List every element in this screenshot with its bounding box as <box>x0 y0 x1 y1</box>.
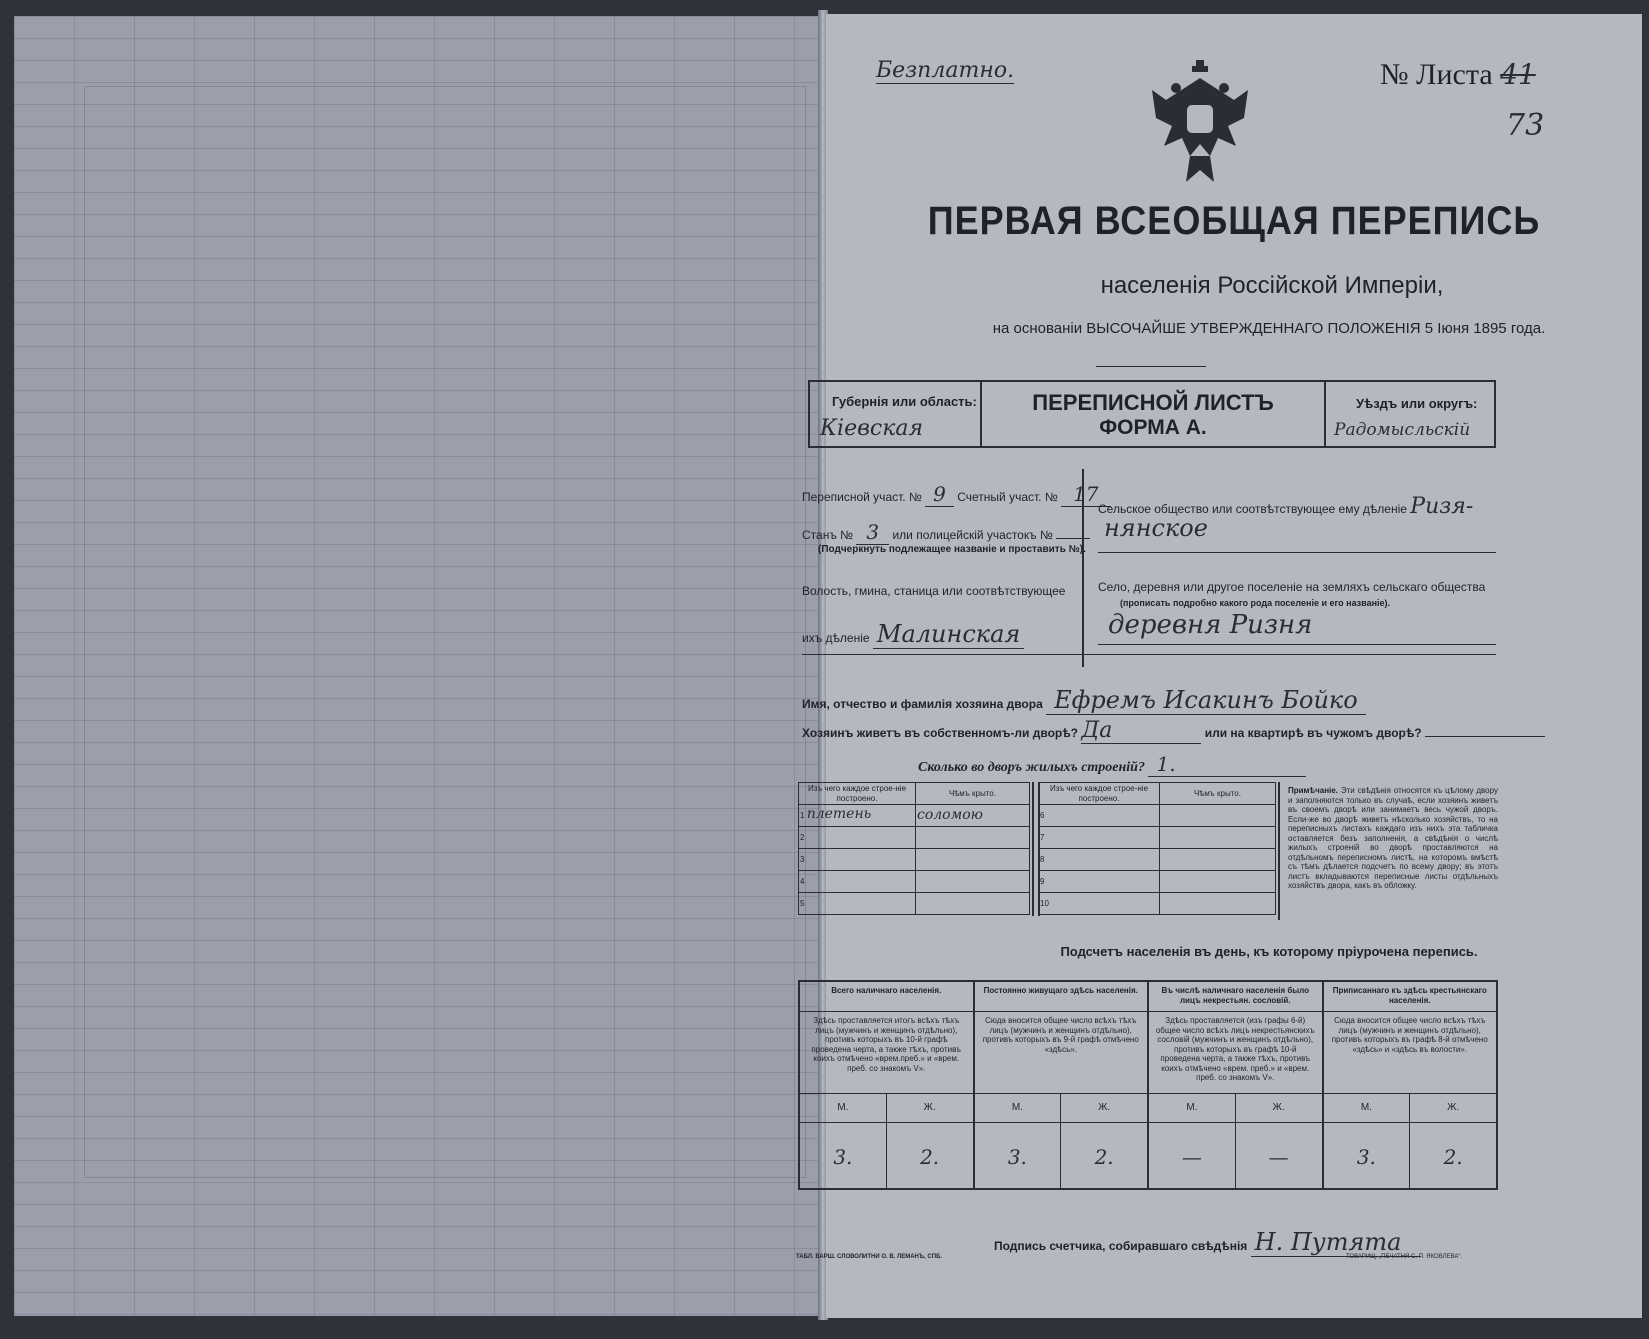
building-row <box>1039 871 1276 893</box>
count-column-desc: Сюда вносится общее число всѣхъ тѣхъ лицъ (мужчинъ и женщинъ отдѣльно), противъ которыхъ въ графѣ 8-й отмѣчено «здѣсь» и «здѣсь въ волости». <box>1324 1012 1497 1094</box>
building-material-cell <box>799 871 916 893</box>
building-row <box>799 849 1030 871</box>
census-title: ПЕРВАЯ ВСЕОБЩАЯ ПЕРЕПИСЬ <box>927 197 1541 243</box>
village-note: (прописать подробно какого рода поселеніе и его названіе). <box>1120 598 1391 608</box>
building-material-cell <box>799 849 916 871</box>
sheet-number-value: 41 <box>1500 58 1536 91</box>
building-roof <box>1160 893 1276 915</box>
uezd-label: Уѣздъ или округъ: <box>1356 396 1478 411</box>
owner-rent-line <box>1425 736 1545 737</box>
building-roof <box>1160 849 1276 871</box>
count-mf-values <box>1149 1123 1322 1188</box>
count-column-desc: Здѣсь проставляется итогъ всѣхъ тѣхъ лицъ (мужчинъ и женщинъ отдѣльно), противъ которыхъ въ 10-й графѣ проведена черта, а также тѣхъ, противъ коихъ отмѣчено «врем.преб.» и «врем. преб. со знакомъ V». <box>800 1012 973 1094</box>
buildings-label: Сколько во дворъ жилыхъ строеній? <box>918 760 1145 775</box>
building-row <box>1039 893 1276 915</box>
society-line <box>1098 514 1496 553</box>
building-roof <box>916 893 1030 915</box>
building-roof <box>1160 827 1276 849</box>
buildings-table-head-right <box>1039 783 1276 805</box>
note-border <box>1278 782 1286 920</box>
count-zh-value: 2. <box>1443 1145 1463 1169</box>
building-number: 3 <box>800 855 805 865</box>
count-column-desc: Сюда вносится общее число всѣхъ тѣхъ лицъ (мужчинъ и женщинъ отдѣльно), противъ которыхъ въ 9-й графѣ отмѣчено «здѣсь». <box>975 1012 1148 1094</box>
count-mf-head <box>975 1094 1148 1123</box>
count-table <box>798 980 1498 1190</box>
count-column-title: Всего наличнаго населенія. <box>800 982 973 1012</box>
count-zh-label: Ж. <box>923 1102 936 1113</box>
count-zh-label: Ж. <box>1098 1102 1111 1113</box>
note-title: Примѣчаніе. <box>1288 786 1338 795</box>
building-row <box>799 893 1030 915</box>
schetny-value: 17 <box>1061 482 1110 507</box>
buildings-table-head <box>799 783 1030 805</box>
uchastok-label: Переписной участ. № <box>802 490 922 504</box>
sheet-number-label: № Листа <box>1380 58 1493 91</box>
owner-rent-label: или на квартирѣ въ чужомъ дворѣ? <box>1204 726 1422 740</box>
volost-row <box>802 620 1024 648</box>
building-roof <box>1160 871 1276 893</box>
count-column-title: Въ числѣ наличнаго населенія было лицъ некрестьян. сословій. <box>1149 982 1322 1012</box>
census-form-page <box>796 14 1642 1318</box>
count-mf-head <box>800 1094 973 1123</box>
building-row <box>799 805 1030 827</box>
gubernia-box <box>808 380 990 448</box>
schetny-label: Счетный участ. № <box>957 490 1058 504</box>
stan-row <box>802 520 1090 544</box>
building-roof <box>1160 805 1276 827</box>
col-roof: Чѣмъ крыто. <box>916 783 1030 805</box>
building-number: 10 <box>1039 893 1160 915</box>
count-column <box>973 982 1148 1188</box>
gubernia-label: Губернія или область: <box>832 394 977 409</box>
building-number: 1 <box>800 811 805 821</box>
count-m-label: М. <box>975 1094 1062 1122</box>
building-material-cell <box>799 827 916 849</box>
building-number: 9 <box>1039 871 1160 893</box>
count-zh-value: 2. <box>1094 1145 1114 1169</box>
count-column <box>1147 982 1322 1188</box>
signature-value: Н. Путята <box>1251 1228 1422 1257</box>
building-row <box>1039 805 1276 827</box>
building-number: 6 <box>1039 805 1160 827</box>
footer-left: ТАБЛ. ВАРШ. СЛОВОЛИТНИ О. В. ЛЕМАНЪ, СПБ. <box>796 1254 943 1260</box>
count-mf-values <box>800 1123 973 1188</box>
building-roof <box>916 849 1030 871</box>
building-number: 4 <box>800 877 805 887</box>
owner-own-label: Хозяинъ живетъ въ собственномъ-ли дворѣ? <box>802 726 1079 740</box>
buildings-table-left <box>798 782 1030 915</box>
building-roof <box>916 827 1030 849</box>
volost-value: Малинская <box>873 620 1024 649</box>
count-m-value: 3. <box>975 1123 1062 1188</box>
buildings-row <box>918 752 1306 777</box>
count-mf-values <box>1324 1123 1497 1188</box>
count-m-label: М. <box>1149 1094 1236 1122</box>
building-number: 7 <box>1039 827 1160 849</box>
count-column <box>800 982 973 1188</box>
count-column-desc: Здѣсь проставляется (изъ графы 6-й) общее число всѣхъ лицъ некрестьянскихъ сословій (мужчинъ и женщинъ отдѣльно), противъ которыхъ въ графѣ 10-й проведена черта, а также тѣхъ, противъ коихъ отмѣчено «врем. преб.» и «врем. преб. со знакомъ V». <box>1149 1012 1322 1094</box>
footer-right: ТОВАРИЩ. „ПЕЧАТНЯ С. П. ЯКОВЛЕВА“. <box>1346 1254 1463 1260</box>
building-row <box>1039 849 1276 871</box>
building-row <box>799 827 1030 849</box>
col-material-right: Изъ чего каждое строе-ніе построено. <box>1039 783 1160 805</box>
note <box>1288 786 1498 891</box>
owner-own-row <box>802 718 1545 744</box>
count-m-value: 3. <box>800 1123 887 1188</box>
count-column <box>1322 982 1497 1188</box>
imperial-eagle-emblem <box>1146 60 1254 190</box>
free-label: Безплатно. <box>876 58 1015 83</box>
building-row <box>799 871 1030 893</box>
buildings-value: 1. <box>1148 752 1306 777</box>
police-note: (Подчеркнуть подлежащее названіе и проставить №). <box>818 544 1086 555</box>
note-text: Эти свѣдѣнія относятся къ цѣлому двору и заполняются только въ случаѣ, если хозяинъ живетъ въ своемъ дворѣ или занимаетъ весь чужой дворъ. Если-же во дворѣ живетъ нѣсколько хозяйствъ, то на переписныхъ листахъ каждаго изъ нихъ эта табличка оставляется безъ заполненія, а свѣдѣнія о числѣ жилыхъ строеній во дворѣ проставляются на отдѣльномъ переписномъ листѣ, на которомъ вмѣстѣ съ тѣмъ дѣлается подсчетъ по всему двору; въ этотъ листъ вкладываются переписные листы отдѣльныхъ хозяйствъ двора, какъ въ обложку. <box>1288 786 1498 890</box>
society-value-1: Ризя- <box>1410 494 1474 519</box>
owner-name-label: Имя, отчество и фамилія хозяина двора <box>802 697 1043 711</box>
count-column-title: Приписаннаго къ здѣсь крестьянскаго населенія. <box>1324 982 1497 1012</box>
col-roof-right: Чѣмъ крыто. <box>1160 783 1276 805</box>
building-number: 5 <box>800 899 805 909</box>
buildings-table-right <box>1038 782 1276 915</box>
gubernia-value: Кіевская <box>820 416 924 441</box>
count-zh-label: Ж. <box>1447 1102 1460 1113</box>
count-mf-head <box>1324 1094 1497 1123</box>
uchastok-row <box>802 482 1111 506</box>
signature-row <box>994 1228 1421 1256</box>
building-material-cell <box>799 805 916 827</box>
volost-label: Волость, гмина, станица или соотвѣтствующее <box>802 584 1066 598</box>
stan-value: 3 <box>856 520 889 545</box>
count-zh-label: Ж. <box>1272 1102 1285 1113</box>
building-number: 2 <box>800 833 805 843</box>
society-label: Сельское общество или соотвѣтствующее ему дѣленіе <box>1098 502 1407 516</box>
count-m-label: М. <box>800 1094 887 1122</box>
police-value-line <box>1056 538 1090 539</box>
left-page-grid <box>84 86 806 1178</box>
stan-label: Станъ № <box>802 528 854 542</box>
count-zh-value: — <box>1268 1145 1289 1169</box>
building-row <box>1039 827 1276 849</box>
count-heading: Подсчетъ населенія въ день, къ которому пріурочена перепись. <box>1060 944 1478 959</box>
volost-label-2: ихъ дѣленіе <box>802 631 870 645</box>
building-number: 8 <box>1039 849 1160 871</box>
village-label: Село, деревня или другое поселеніе на земляхъ сельскаго общества <box>1098 580 1486 594</box>
building-roof <box>916 871 1030 893</box>
owner-name-row <box>802 686 1366 714</box>
sheet-number <box>1380 58 1536 92</box>
building-roof: соломою <box>916 805 1030 827</box>
left-page-blank <box>14 16 822 1316</box>
signature-label: Подпись счетчика, собиравшаго свѣдѣнія <box>994 1239 1248 1253</box>
count-m-value: 3. <box>1324 1123 1411 1188</box>
sheet-number-handwritten: 73 <box>1506 108 1545 143</box>
police-label: или полицейскій участокъ № <box>892 528 1053 542</box>
uezd-value: Радомысльскій <box>1334 420 1471 440</box>
count-zh-value: 2. <box>920 1145 940 1169</box>
census-basis: на основаніи ВЫСОЧАЙШЕ УТВЕРЖДЕННАГО ПОЛОЖЕНІЯ 5 Іюня 1895 года. <box>992 320 1546 337</box>
count-m-value: — <box>1149 1123 1236 1188</box>
form-title-box <box>980 380 1326 448</box>
col-material: Изъ чего каждое строе-ніе построено. <box>799 783 916 805</box>
count-mf-head <box>1149 1094 1322 1123</box>
uchastok-value: 9 <box>925 482 954 507</box>
extra-line <box>802 654 1496 655</box>
owner-name-value: Ефремъ Исакинъ Бойко <box>1046 686 1366 715</box>
village-line <box>1098 610 1496 645</box>
owner-own-value: Да <box>1081 718 1201 744</box>
census-subtitle: населенія Россійской Имперіи, <box>1100 272 1444 299</box>
form-title: ПЕРЕПИСНОЙ ЛИСТЪ <box>1032 390 1274 415</box>
title-divider <box>1096 366 1206 367</box>
count-m-label: М. <box>1324 1094 1411 1122</box>
building-material-cell <box>799 893 916 915</box>
form-subtitle: ФОРМА А. <box>1099 416 1207 439</box>
count-column-title: Постоянно живущаго здѣсь населенія. <box>975 982 1148 1012</box>
building-material: плетень <box>806 806 872 823</box>
society-value-2: нянское <box>1104 514 1208 542</box>
village-value: деревня Ризня <box>1108 610 1313 640</box>
uezd-box <box>1322 380 1496 448</box>
count-mf-values <box>975 1123 1148 1188</box>
